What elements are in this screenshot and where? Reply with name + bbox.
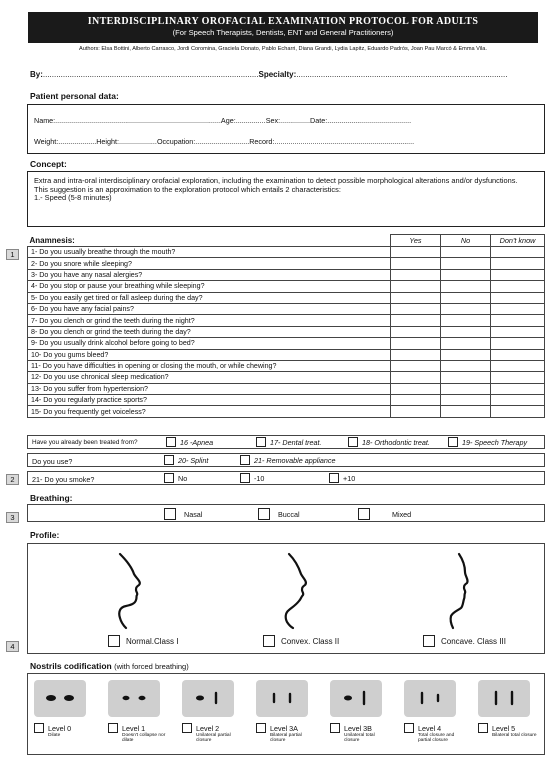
nostril-level-option — [478, 723, 538, 733]
normal-class-option: Normal.Class I — [108, 635, 178, 647]
nostril-level-label: Level 1 — [122, 723, 146, 733]
profile-title: Profile: — [30, 530, 60, 540]
answer-yes-cell[interactable] — [391, 269, 441, 280]
col-yes: Yes — [391, 235, 441, 247]
nostril-level-description: Total closure and partial closure — [418, 733, 455, 744]
answer-no-cell[interactable] — [441, 258, 491, 269]
answer-dont-know-cell[interactable] — [491, 247, 545, 258]
anamnesis-question: 13- Do you suffer from hypertension? — [28, 383, 391, 394]
nostril-level-checkbox[interactable] — [404, 723, 414, 733]
answer-dont-know-cell[interactable] — [491, 326, 545, 337]
nostril-level-label: Level 4 — [418, 723, 442, 733]
breathing-title: Breathing: — [30, 493, 73, 503]
nostril-level-label: Level 3B — [344, 723, 372, 733]
answer-no-cell[interactable] — [441, 383, 491, 394]
answer-yes-cell[interactable] — [391, 326, 441, 337]
normal-profile-icon — [98, 550, 158, 630]
buccal-checkbox[interactable] — [258, 508, 270, 520]
nostril-level-option — [108, 723, 168, 733]
anamnesis-row — [28, 338, 545, 349]
nostril-photo — [478, 680, 530, 717]
nostril-level-label: Level 0 — [48, 723, 72, 733]
answer-no-cell[interactable] — [441, 372, 491, 383]
nostril-level-1 — [108, 680, 168, 743]
nostril-level-option — [404, 723, 464, 733]
nostril-level-label: Level 3A — [270, 723, 298, 733]
height-field-label: Height: — [96, 137, 119, 146]
option-splint: 20- Splint — [164, 455, 208, 465]
anamnesis-question: 4- Do you stop or pause your breathing while sleeping? — [28, 281, 391, 292]
concave-class-option: Concave. Class III — [423, 635, 506, 647]
nostril-level-description: Bilateral total closure — [492, 733, 537, 738]
anamnesis-question: 12- Do you use chronical sleep medication? — [28, 372, 391, 383]
option-apnea: 16 -Apnea — [166, 437, 213, 447]
anamnesis-row — [28, 395, 545, 406]
answer-no-cell[interactable] — [441, 395, 491, 406]
option-under-10: -10 — [240, 473, 264, 483]
answer-yes-cell[interactable] — [391, 315, 441, 326]
anamnesis-row — [28, 383, 545, 394]
nasal-checkbox[interactable] — [164, 508, 176, 520]
answer-yes-cell[interactable] — [391, 360, 441, 371]
under-10-checkbox[interactable] — [240, 473, 250, 483]
answer-dont-know-cell[interactable] — [491, 360, 545, 371]
no-smoke-checkbox[interactable] — [164, 473, 174, 483]
nostril-level-4 — [330, 680, 390, 743]
answer-yes-cell[interactable] — [391, 372, 441, 383]
document-title: INTERDISCIPLINARY OROFACIAL EXAMINATION PROTOCOL FOR ADULTS — [87, 16, 479, 27]
option-mixed: Mixed — [358, 508, 411, 520]
nostril-level-checkbox[interactable] — [34, 723, 44, 733]
profile-normal — [98, 544, 268, 655]
convex-profile-icon — [263, 550, 323, 630]
anamnesis-row — [28, 303, 545, 314]
answer-no-cell[interactable] — [441, 315, 491, 326]
personal-data-title: Patient personal data: — [30, 91, 119, 101]
answer-yes-cell[interactable] — [391, 281, 441, 292]
nostril-level-option — [34, 723, 94, 733]
anamnesis-row — [28, 326, 545, 337]
profile-box — [27, 543, 545, 654]
nostril-level-label: Level 2 — [196, 723, 220, 733]
occupation-field-label: Occupation: — [156, 137, 196, 146]
anamnesis-row — [28, 269, 545, 280]
anamnesis-question: 7- Do you clench or grind the teeth during the night? — [28, 315, 391, 326]
answer-dont-know-cell[interactable] — [491, 315, 545, 326]
apnea-checkbox[interactable] — [166, 437, 176, 447]
option-speech: 19- Speech Therapy — [448, 437, 527, 447]
anamnesis-question: 6- Do you have any facial pains? — [28, 303, 391, 314]
concept-title: Concept: — [30, 159, 67, 169]
breathing-row — [27, 504, 545, 522]
nostril-level-option — [330, 723, 390, 733]
anamnesis-title: Anamnesis: — [28, 235, 391, 247]
profile-concave — [423, 544, 550, 655]
section-tag-1: 1 — [6, 249, 19, 260]
name-field-label: Name: — [34, 116, 56, 125]
answer-no-cell[interactable] — [441, 247, 491, 258]
nostril-photo — [34, 680, 86, 717]
answer-no-cell[interactable] — [441, 360, 491, 371]
nostril-level-checkbox[interactable] — [108, 723, 118, 733]
nostril-photo — [182, 680, 234, 717]
answer-yes-cell[interactable] — [391, 338, 441, 349]
sex-field-label: Sex: — [265, 116, 281, 125]
nostril-level-description: Bilateral partial closure — [270, 733, 302, 744]
anamnesis-row — [28, 349, 545, 360]
profile-convex — [263, 544, 433, 655]
answer-dont-know-cell[interactable] — [491, 292, 545, 303]
answer-dont-know-cell[interactable] — [491, 338, 545, 349]
smoke-label: 21- Do you smoke? — [32, 475, 95, 484]
date-field-label: Date: — [310, 116, 328, 125]
splint-checkbox[interactable] — [164, 455, 174, 465]
col-no: No — [441, 235, 491, 247]
answer-dont-know-cell[interactable] — [491, 258, 545, 269]
answer-dont-know-cell[interactable] — [491, 281, 545, 292]
section-tag-2: 2 — [6, 474, 19, 485]
answer-no-cell[interactable] — [441, 269, 491, 280]
option-no-smoke: No — [164, 473, 187, 483]
nostrils-title: Nostrils codification (with forced breathing) — [30, 661, 189, 671]
age-field-label: Age: — [220, 116, 236, 125]
nostril-photo — [256, 680, 308, 717]
answer-no-cell[interactable] — [441, 406, 491, 417]
by-label: By: — [30, 70, 43, 79]
concept-text — [34, 177, 534, 203]
concept-box — [27, 171, 545, 227]
nostril-level-checkbox[interactable] — [330, 723, 340, 733]
option-nasal: Nasal — [164, 508, 202, 520]
anamnesis-row — [28, 406, 545, 417]
anamnesis-row — [28, 292, 545, 303]
option-removable: 21- Removable appliance — [240, 455, 336, 465]
nostril-level-2 — [182, 680, 242, 743]
anamnesis-question: 11- Do you have difficulties in opening or closing the mouth, or while chewing? — [28, 360, 391, 371]
anamnesis-question: 8- Do you clench or grind the teeth during the day? — [28, 326, 391, 337]
speech-therapy-checkbox[interactable] — [448, 437, 458, 447]
col-dont-know: Don't know — [491, 235, 545, 247]
nostril-level-checkbox[interactable] — [182, 723, 192, 733]
answer-no-cell[interactable] — [441, 338, 491, 349]
answer-no-cell[interactable] — [441, 349, 491, 360]
answer-yes-cell[interactable] — [391, 258, 441, 269]
specialty-label: Specialty: — [258, 70, 297, 79]
answer-yes-cell[interactable] — [391, 292, 441, 303]
concave-profile-icon — [423, 550, 483, 630]
nostril-level-option — [256, 723, 316, 733]
anamnesis-question: 15- Do you frequently get voiceless? — [28, 406, 391, 417]
nostril-level-description: Dilate — [48, 733, 61, 738]
normal-class-checkbox[interactable] — [108, 635, 120, 647]
option-dental: 17- Dental treat. — [256, 437, 322, 447]
anamnesis-question: 3- Do you have any nasal alergies? — [28, 269, 391, 280]
section-tag-4: 4 — [6, 641, 19, 652]
option-over-10: +10 — [329, 473, 355, 483]
anamnesis-question: 1- Do you usually breathe through the mouth? — [28, 247, 391, 258]
nostril-photo — [404, 680, 456, 717]
anamnesis-question: 9- Do you usually drink alcohol before going to bed? — [28, 338, 391, 349]
answer-no-cell[interactable] — [441, 281, 491, 292]
answer-no-cell[interactable] — [441, 292, 491, 303]
orthodontic-checkbox[interactable] — [348, 437, 358, 447]
nostril-icon — [404, 680, 456, 717]
use-row — [27, 453, 545, 467]
nostril-level-description: Unilateral partial closure — [196, 733, 231, 744]
personal-data-box — [27, 104, 545, 154]
nostril-level-description: Unilateral total closure — [344, 733, 375, 744]
by-specialty-line: By:.................................................................................................Specialty:............................................................................................... — [30, 70, 508, 79]
nostril-icon — [330, 680, 382, 717]
anamnesis-question: 10- Do you gums bleed? — [28, 349, 391, 360]
answer-dont-know-cell[interactable] — [491, 372, 545, 383]
anamnesis-row — [28, 247, 545, 258]
anamnesis-table — [27, 234, 545, 418]
anamnesis-row — [28, 315, 545, 326]
answer-dont-know-cell[interactable] — [491, 303, 545, 314]
removable-appliance-checkbox[interactable] — [240, 455, 250, 465]
concept-line-2: This suggestion is an approximation to the exploration protocol which entails 2 characteristics: — [34, 184, 341, 194]
anamnesis-question: 2- Do you snore while sleeping? — [28, 258, 391, 269]
anamnesis-row — [28, 360, 545, 371]
personal-line-2: Weight:...................Height:...................Occupation:...........................Record:...................................................................... — [34, 137, 415, 146]
treated-label: Have you already been treated from? — [32, 439, 138, 446]
nostril-level-description: Doesn't collapse nor dilate — [122, 733, 166, 744]
nostril-level-6 — [478, 680, 538, 738]
anamnesis-row — [28, 281, 545, 292]
nostril-photo — [330, 680, 382, 717]
document-header — [28, 12, 538, 43]
convex-class-checkbox[interactable] — [263, 635, 275, 647]
record-field-label: Record: — [249, 137, 275, 146]
convex-class-option: Convex. Class II — [263, 635, 339, 647]
anamnesis-question: 14- Do you regularly practice sports? — [28, 395, 391, 406]
section-tag-3: 3 — [6, 512, 19, 523]
answer-dont-know-cell[interactable] — [491, 383, 545, 394]
option-orthodontic: 18- Orthodontic treat. — [348, 437, 430, 447]
answer-no-cell[interactable] — [441, 303, 491, 314]
nostrils-box — [27, 673, 545, 755]
nostril-level-5 — [404, 680, 464, 743]
answer-yes-cell[interactable] — [391, 383, 441, 394]
anamnesis-question: 5- Do you easily get tired or fall asleep during the day? — [28, 292, 391, 303]
anamnesis-row — [28, 258, 545, 269]
nostril-icon — [256, 680, 308, 717]
nostril-icon — [478, 680, 530, 717]
mixed-checkbox[interactable] — [358, 508, 370, 520]
answer-yes-cell[interactable] — [391, 395, 441, 406]
document-subtitle: (For Speech Therapists, Dentists, ENT and General Practitioners) — [172, 28, 394, 37]
nostril-level-checkbox[interactable] — [478, 723, 488, 733]
treated-row — [27, 435, 545, 449]
concave-class-checkbox[interactable] — [423, 635, 435, 647]
answer-dont-know-cell[interactable] — [491, 269, 545, 280]
answer-dont-know-cell[interactable] — [491, 395, 545, 406]
nostril-icon — [182, 680, 234, 717]
smoke-row — [27, 471, 545, 485]
over-10-checkbox[interactable] — [329, 473, 339, 483]
answer-dont-know-cell[interactable] — [491, 349, 545, 360]
answer-yes-cell[interactable] — [391, 406, 441, 417]
answer-yes-cell[interactable] — [391, 247, 441, 258]
answer-yes-cell[interactable] — [391, 349, 441, 360]
nostril-photo — [108, 680, 160, 717]
answer-dont-know-cell[interactable] — [491, 406, 545, 417]
concept-line-3: 1.- Speed (5-8 minutes) — [34, 193, 112, 203]
concept-line-1: Extra and intra-oral interdisciplinary orofacial exploration, including the examination to detect possible morphological alterations and/or dysfunctions. — [34, 176, 518, 185]
answer-yes-cell[interactable] — [391, 303, 441, 314]
nostril-level-0 — [34, 680, 94, 738]
weight-field-label: Weight: — [34, 137, 59, 146]
anamnesis-row — [28, 372, 545, 383]
authors-line: Authors: Elsa Bottini, Alberto Carrasco, Jordi Coromina, Graciela Donato, Pablo Echarri, Diana Grandi, Lydia Lapitz, Eduardo Padrós, Joan Pau Marcó & Emma Vila. — [79, 46, 487, 52]
nostril-level-option — [182, 723, 242, 733]
nostril-level-checkbox[interactable] — [256, 723, 266, 733]
nostril-icon — [108, 680, 160, 717]
nostril-icon — [34, 680, 86, 717]
nostril-level-label: Level 5 — [492, 723, 516, 733]
answer-no-cell[interactable] — [441, 326, 491, 337]
dental-checkbox[interactable] — [256, 437, 266, 447]
personal-line-1: Name:...................................................................................Age:...............Sex:...............Date:.......................................... — [34, 116, 412, 125]
use-label: Do you use? — [32, 457, 73, 466]
option-buccal: Buccal — [258, 508, 300, 520]
nostril-level-3 — [256, 680, 316, 743]
